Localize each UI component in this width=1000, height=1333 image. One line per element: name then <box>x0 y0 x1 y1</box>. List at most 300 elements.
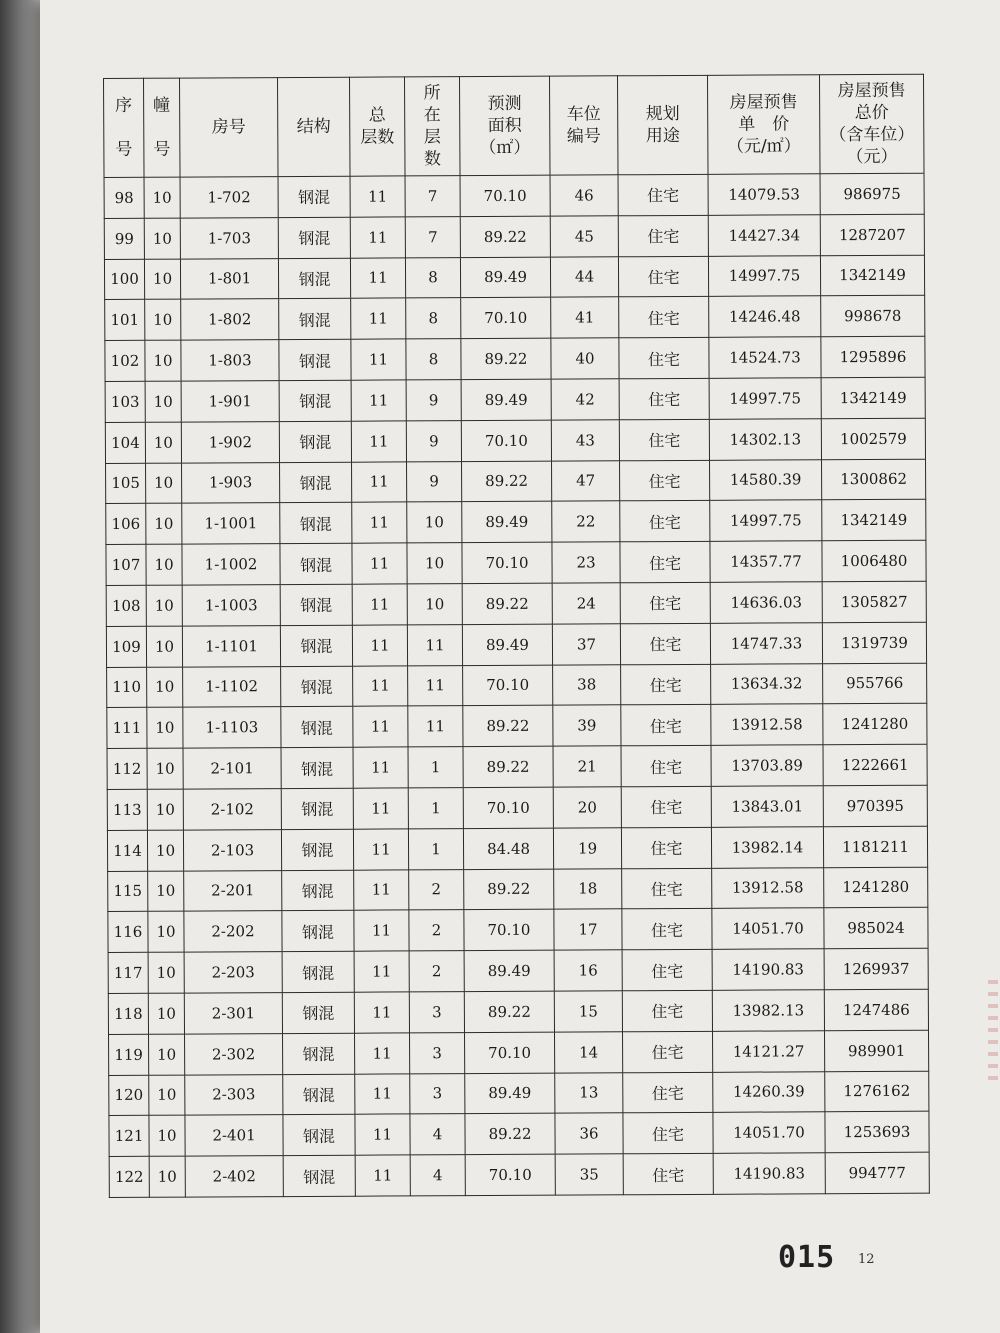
table-row <box>108 908 928 953</box>
cell-building: 10 <box>147 748 183 789</box>
cell-floor: 7 <box>405 176 460 217</box>
cell-index: 101 <box>105 300 145 341</box>
cell-building: 10 <box>149 1034 185 1075</box>
cell-total-price: 1287207 <box>820 214 924 255</box>
cell-room: 2-102 <box>183 789 281 830</box>
header-area <box>459 76 550 175</box>
cell-usage: 住宅 <box>619 338 709 379</box>
cell-total-floors: 11 <box>351 380 406 421</box>
cell-area: 70.10 <box>463 665 553 706</box>
cell-floor: 10 <box>407 543 462 584</box>
cell-structure: 钢混 <box>282 951 354 992</box>
cell-usage: 住宅 <box>619 378 709 419</box>
cell-total-price: 986975 <box>820 173 924 214</box>
cell-parking: 44 <box>550 256 618 297</box>
cell-usage: 住宅 <box>621 664 711 705</box>
cell-total-floors: 11 <box>352 584 407 625</box>
cell-total-floors: 11 <box>355 1155 410 1196</box>
cell-total-price: 1276162 <box>825 1071 929 1112</box>
cell-floor: 2 <box>409 951 464 992</box>
cell-total-price: 998678 <box>821 296 925 337</box>
cell-total-floors: 11 <box>354 910 409 951</box>
cell-parking: 38 <box>553 664 621 705</box>
cell-building: 10 <box>149 1075 185 1116</box>
cell-room: 1-802 <box>181 299 279 340</box>
cell-room: 1-1001 <box>182 503 280 544</box>
cell-structure: 钢混 <box>278 217 350 258</box>
cell-unit-price: 14190.83 <box>713 1153 825 1194</box>
cell-total-price: 1241280 <box>823 704 927 745</box>
cell-room: 1-902 <box>181 421 279 462</box>
cell-floor: 9 <box>406 380 461 421</box>
cell-usage: 住宅 <box>620 582 710 623</box>
cell-usage: 住宅 <box>621 745 711 786</box>
cell-structure: 钢混 <box>282 870 354 911</box>
cell-floor: 4 <box>410 1114 465 1155</box>
cell-parking: 21 <box>553 746 621 787</box>
cell-unit-price: 14079.53 <box>708 174 820 215</box>
cell-parking: 24 <box>552 583 620 624</box>
table-row <box>109 1071 929 1116</box>
cell-total-floors: 11 <box>353 788 408 829</box>
cell-structure: 钢混 <box>282 911 354 952</box>
cell-area: 89.22 <box>465 1113 555 1154</box>
cell-index: 106 <box>106 504 146 545</box>
cell-usage: 住宅 <box>623 1153 713 1194</box>
cell-structure: 钢混 <box>281 829 353 870</box>
cell-total-price: 994777 <box>825 1152 929 1193</box>
cell-total-floors: 11 <box>350 258 405 299</box>
cell-area: 89.22 <box>462 461 552 502</box>
cell-usage: 住宅 <box>622 1031 712 1072</box>
cell-index: 105 <box>106 463 146 504</box>
cell-floor: 10 <box>407 502 462 543</box>
cell-usage: 住宅 <box>621 786 711 827</box>
cell-structure: 钢混 <box>283 1155 355 1196</box>
cell-parking: 13 <box>555 1072 623 1113</box>
cell-area: 70.10 <box>465 1032 555 1073</box>
cell-floor: 2 <box>409 910 464 951</box>
cell-building: 10 <box>144 218 180 259</box>
table-row <box>108 948 928 993</box>
table-body <box>104 173 929 1197</box>
table-row <box>108 989 928 1034</box>
cell-unit-price: 14302.13 <box>709 419 821 460</box>
cell-total-floors: 11 <box>351 421 406 462</box>
cell-index: 110 <box>107 667 147 708</box>
cell-area: 70.10 <box>461 420 551 461</box>
cell-building: 10 <box>146 503 182 544</box>
cell-room: 2-103 <box>183 829 281 870</box>
cell-total-price: 1006480 <box>822 540 926 581</box>
cell-floor: 1 <box>408 788 463 829</box>
cell-area: 89.49 <box>462 502 552 543</box>
cell-parking: 36 <box>555 1113 623 1154</box>
table-header-row <box>104 74 925 177</box>
cell-unit-price: 14997.75 <box>710 500 822 541</box>
cell-structure: 钢混 <box>279 380 351 421</box>
table-row <box>107 826 927 871</box>
cell-usage: 住宅 <box>622 949 712 990</box>
cell-unit-price: 14524.73 <box>709 337 821 378</box>
cell-unit-price: 14997.75 <box>708 255 820 296</box>
header-parking <box>549 76 618 175</box>
cell-usage: 住宅 <box>623 1113 713 1154</box>
table-row <box>106 622 926 667</box>
cell-room: 1-801 <box>180 258 278 299</box>
cell-area: 70.10 <box>463 787 553 828</box>
table-row <box>105 296 925 341</box>
cell-total-floors: 11 <box>355 1073 410 1114</box>
cell-total-price: 1300862 <box>822 459 926 500</box>
cell-structure: 钢混 <box>283 1074 355 1115</box>
cell-floor: 1 <box>408 747 463 788</box>
cell-index: 115 <box>108 871 148 912</box>
cell-total-price: 1319739 <box>822 622 926 663</box>
table-row <box>107 663 927 708</box>
header-label: 房屋预售 单 价 （元/㎡） <box>726 92 801 157</box>
cell-total-price: 989901 <box>824 1030 928 1071</box>
cell-building: 10 <box>149 1156 185 1197</box>
table-row <box>104 214 924 259</box>
cell-unit-price: 13843.01 <box>711 786 823 827</box>
cell-index: 116 <box>108 912 148 953</box>
cell-index: 118 <box>108 993 148 1034</box>
cell-index: 109 <box>106 626 146 667</box>
cell-area: 89.22 <box>463 746 553 787</box>
cell-total-price: 1181211 <box>823 826 927 867</box>
cell-floor: 8 <box>405 257 460 298</box>
cell-structure: 钢混 <box>279 339 351 380</box>
table-row <box>108 867 928 912</box>
cell-room: 1-803 <box>181 340 279 381</box>
cell-area: 89.49 <box>464 950 554 991</box>
cell-area: 70.10 <box>465 1154 555 1195</box>
cell-total-price: 1253693 <box>825 1112 929 1153</box>
cell-floor: 9 <box>407 461 462 502</box>
cell-total-floors: 11 <box>353 829 408 870</box>
cell-parking: 39 <box>553 705 621 746</box>
cell-structure: 钢混 <box>280 543 352 584</box>
cell-unit-price: 14636.03 <box>710 582 822 623</box>
cell-floor: 3 <box>410 1073 465 1114</box>
cell-usage: 住宅 <box>620 542 710 583</box>
cell-area: 84.48 <box>463 828 553 869</box>
cell-index: 104 <box>105 422 145 463</box>
cell-structure: 钢混 <box>280 625 352 666</box>
cell-usage: 住宅 <box>618 174 708 215</box>
table-row <box>109 1030 929 1075</box>
cell-building: 10 <box>145 381 181 422</box>
header-label: 预测 面积 （㎡） <box>479 93 531 159</box>
page-edge-stain <box>988 980 998 1080</box>
cell-building: 10 <box>144 259 180 300</box>
cell-total-price: 1295896 <box>821 336 925 377</box>
cell-total-floors: 11 <box>354 869 409 910</box>
table-row <box>109 1112 929 1157</box>
cell-room: 2-202 <box>184 911 282 952</box>
cell-parking: 18 <box>554 868 622 909</box>
cell-index: 120 <box>109 1075 149 1116</box>
cell-unit-price: 14357.77 <box>710 541 822 582</box>
cell-total-price: 1342149 <box>820 255 924 296</box>
header-label: 房屋预售 总价 （含车位） （元） <box>829 80 915 168</box>
cell-total-floors: 11 <box>352 543 407 584</box>
cell-index: 114 <box>107 830 147 871</box>
cell-structure: 钢混 <box>279 299 351 340</box>
cell-total-floors: 11 <box>350 176 405 217</box>
cell-room: 1-703 <box>180 217 278 258</box>
cell-building: 10 <box>146 463 182 504</box>
cell-structure: 钢混 <box>280 462 352 503</box>
cell-usage: 住宅 <box>620 460 710 501</box>
cell-unit-price: 13982.13 <box>712 990 824 1031</box>
cell-total-floors: 11 <box>355 1114 410 1155</box>
cell-building: 10 <box>148 911 184 952</box>
cell-index: 119 <box>109 1034 149 1075</box>
cell-structure: 钢混 <box>283 1033 355 1074</box>
cell-room: 1-1102 <box>183 666 281 707</box>
cell-parking: 41 <box>551 297 619 338</box>
cell-structure: 钢混 <box>281 707 353 748</box>
cell-unit-price: 14580.39 <box>710 459 822 500</box>
cell-building: 10 <box>148 993 184 1034</box>
cell-total-floors: 11 <box>352 502 407 543</box>
cell-building: 10 <box>145 422 181 463</box>
page-sub-number: 12 <box>858 1252 875 1267</box>
cell-room: 1-903 <box>182 462 280 503</box>
cell-structure: 钢混 <box>278 258 350 299</box>
cell-structure: 钢混 <box>281 788 353 829</box>
cell-building: 10 <box>149 1115 185 1156</box>
cell-usage: 住宅 <box>619 297 709 338</box>
cell-unit-price: 13912.58 <box>712 867 824 908</box>
cell-structure: 钢混 <box>280 584 352 625</box>
cell-structure: 钢混 <box>279 421 351 462</box>
table-row <box>106 459 926 504</box>
cell-parking: 17 <box>554 909 622 950</box>
cell-unit-price: 13703.89 <box>711 745 823 786</box>
header-label: 车位 编号 <box>566 104 601 147</box>
header-index <box>104 78 145 177</box>
cell-unit-price: 14051.70 <box>713 1112 825 1153</box>
cell-total-price: 1002579 <box>821 418 925 459</box>
cell-usage: 住宅 <box>620 501 710 542</box>
cell-floor: 2 <box>409 869 464 910</box>
cell-unit-price: 14260.39 <box>713 1071 825 1112</box>
cell-total-floors: 11 <box>354 992 409 1033</box>
cell-unit-price: 13982.14 <box>711 826 823 867</box>
cell-total-price: 1342149 <box>821 377 925 418</box>
cell-usage: 住宅 <box>621 705 711 746</box>
cell-total-price: 1247486 <box>824 989 928 1030</box>
cell-index: 117 <box>108 952 148 993</box>
cell-area: 89.22 <box>461 338 551 379</box>
page-number: 015 <box>778 1240 836 1275</box>
cell-room: 1-1101 <box>182 625 280 666</box>
table-row <box>105 336 925 381</box>
cell-parking: 35 <box>555 1154 623 1195</box>
header-usage <box>617 75 708 174</box>
header-label: 规划 用途 <box>645 103 680 147</box>
cell-building: 10 <box>144 177 180 218</box>
cell-room: 2-203 <box>184 952 282 993</box>
cell-index: 112 <box>107 748 147 789</box>
cell-room: 2-301 <box>184 993 282 1034</box>
cell-floor: 4 <box>410 1155 465 1196</box>
table-row <box>107 785 927 830</box>
cell-usage: 住宅 <box>622 990 712 1031</box>
cell-floor: 9 <box>406 420 461 461</box>
cell-floor: 11 <box>407 624 462 665</box>
cell-index: 108 <box>106 585 146 626</box>
cell-total-floors: 11 <box>352 461 407 502</box>
table-row <box>106 500 926 545</box>
cell-total-floors: 11 <box>353 665 408 706</box>
cell-room: 2-401 <box>185 1115 283 1156</box>
header-building <box>144 78 181 177</box>
cell-area: 89.22 <box>464 991 554 1032</box>
header-label: 序 号 <box>115 95 133 160</box>
cell-total-floors: 11 <box>351 339 406 380</box>
cell-total-price: 970395 <box>823 785 927 826</box>
cell-area: 89.22 <box>460 216 550 257</box>
cell-building: 10 <box>147 830 183 871</box>
cell-room: 1-1002 <box>182 544 280 585</box>
cell-building: 10 <box>147 707 183 748</box>
cell-room: 1-1003 <box>182 585 280 626</box>
cell-floor: 11 <box>408 665 463 706</box>
cell-room: 1-1103 <box>183 707 281 748</box>
cell-index: 99 <box>104 218 144 259</box>
header-label: 幢 号 <box>153 95 171 160</box>
cell-parking: 16 <box>554 950 622 991</box>
cell-index: 102 <box>105 340 145 381</box>
cell-floor: 11 <box>408 706 463 747</box>
table-row <box>106 581 926 626</box>
header-label: 所 在 层 数 <box>423 83 441 170</box>
cell-usage: 住宅 <box>622 909 712 950</box>
cell-area: 70.10 <box>460 175 550 216</box>
cell-unit-price: 14051.70 <box>712 908 824 949</box>
cell-usage: 住宅 <box>618 256 708 297</box>
cell-index: 122 <box>109 1156 149 1197</box>
cell-structure: 钢混 <box>280 503 352 544</box>
cell-total-price: 955766 <box>823 663 927 704</box>
table-row <box>107 744 927 789</box>
cell-total-price: 1342149 <box>822 500 926 541</box>
cell-building: 10 <box>145 299 181 340</box>
cell-area: 89.49 <box>462 624 552 665</box>
cell-room: 2-302 <box>185 1033 283 1074</box>
cell-parking: 47 <box>552 460 620 501</box>
cell-area: 70.10 <box>462 542 552 583</box>
cell-total-floors: 11 <box>350 217 405 258</box>
cell-index: 111 <box>107 708 147 749</box>
table-row <box>104 255 924 300</box>
cell-usage: 住宅 <box>622 868 712 909</box>
cell-area: 89.22 <box>464 869 554 910</box>
cell-total-price: 1222661 <box>823 744 927 785</box>
cell-room: 2-101 <box>183 748 281 789</box>
cell-total-price: 1241280 <box>824 867 928 908</box>
cell-usage: 住宅 <box>620 623 710 664</box>
cell-building: 10 <box>147 789 183 830</box>
cell-parking: 37 <box>552 624 620 665</box>
cell-parking: 23 <box>552 542 620 583</box>
cell-unit-price: 14121.27 <box>712 1030 824 1071</box>
cell-total-price: 985024 <box>824 908 928 949</box>
cell-floor: 10 <box>407 584 462 625</box>
table-row <box>105 377 925 422</box>
cell-total-floors: 11 <box>353 706 408 747</box>
cell-structure: 钢混 <box>281 747 353 788</box>
cell-parking: 40 <box>551 338 619 379</box>
cell-index: 107 <box>106 544 146 585</box>
cell-area: 89.49 <box>465 1073 555 1114</box>
cell-building: 10 <box>145 340 181 381</box>
cell-total-floors: 11 <box>352 625 407 666</box>
table-row <box>106 540 926 585</box>
header-label: 结构 <box>296 116 331 137</box>
cell-area: 89.22 <box>463 706 553 747</box>
presale-price-table <box>103 74 930 1198</box>
cell-unit-price: 14427.34 <box>708 215 820 256</box>
cell-index: 113 <box>107 789 147 830</box>
cell-structure: 钢混 <box>278 176 350 217</box>
cell-unit-price: 13912.58 <box>711 704 823 745</box>
table-row <box>109 1152 929 1197</box>
cell-parking: 43 <box>551 420 619 461</box>
header-total-floors <box>349 77 405 176</box>
book-spine <box>0 0 40 1333</box>
cell-area: 70.10 <box>461 298 551 339</box>
presale-price-table-wrapper <box>103 74 929 1198</box>
cell-parking: 15 <box>554 991 622 1032</box>
cell-floor: 3 <box>410 1032 465 1073</box>
cell-total-price: 1269937 <box>824 948 928 989</box>
cell-structure: 钢混 <box>283 1115 355 1156</box>
table-row <box>104 173 924 218</box>
cell-area: 89.49 <box>461 379 551 420</box>
cell-total-floors: 11 <box>351 298 406 339</box>
cell-building: 10 <box>148 871 184 912</box>
cell-area: 89.22 <box>462 583 552 624</box>
cell-parking: 20 <box>553 787 621 828</box>
cell-room: 2-303 <box>185 1074 283 1115</box>
cell-total-price: 1305827 <box>822 581 926 622</box>
cell-area: 89.49 <box>460 257 550 298</box>
cell-building: 10 <box>146 585 182 626</box>
cell-floor: 3 <box>409 992 464 1033</box>
header-label: 总 层数 <box>360 105 395 148</box>
header-label: 房号 <box>211 117 246 138</box>
cell-parking: 14 <box>555 1032 623 1073</box>
cell-unit-price: 14246.48 <box>709 296 821 337</box>
cell-building: 10 <box>146 626 182 667</box>
cell-floor: 8 <box>406 298 461 339</box>
table-row <box>107 704 927 749</box>
cell-building: 10 <box>146 544 182 585</box>
header-structure <box>278 77 351 176</box>
cell-index: 98 <box>104 177 144 218</box>
cell-parking: 46 <box>550 175 618 216</box>
header-floor <box>404 77 460 176</box>
header-total-price <box>819 74 924 174</box>
cell-structure: 钢混 <box>281 666 353 707</box>
cell-parking: 19 <box>553 828 621 869</box>
cell-unit-price: 14747.33 <box>710 623 822 664</box>
